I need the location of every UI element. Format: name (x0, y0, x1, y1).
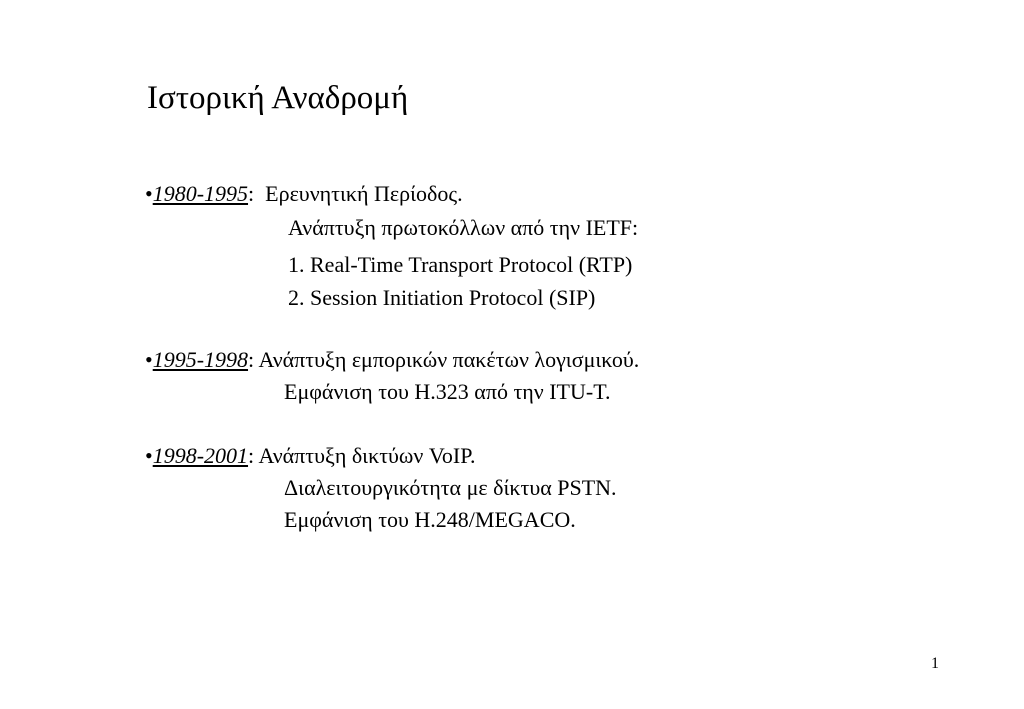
bullet: • (145, 347, 153, 372)
period-separator: : (248, 443, 259, 468)
entry-text: Ανάπτυξη εμπορικών πακέτων λογισμικού. (258, 347, 640, 372)
page-number: 1 (931, 655, 939, 672)
entry-continuation-line: Διαλειτουργικότητα με δίκτυα PSTN. (284, 475, 617, 500)
period-label: 1998-2001 (152, 443, 249, 468)
period-separator: : (248, 181, 266, 206)
timeline-entry-1980-1995 (145, 180, 463, 208)
period-separator: : (248, 347, 259, 372)
protocol-list-item: 2. Session Initiation Protocol (SIP) (288, 285, 596, 310)
bullet: • (145, 181, 153, 206)
timeline-entry-1995-1998 (145, 346, 639, 374)
entry-text: Ανάπτυξη δικτύων VoIP. (258, 443, 476, 468)
period-label: 1995-1998 (152, 347, 249, 372)
entry-continuation-line: Ανάπτυξη πρωτοκόλλων από την IETF: (288, 215, 639, 240)
period-label: 1980-1995 (152, 181, 249, 206)
entry-continuation-line: Εμφάνιση του H.248/MEGACO. (284, 507, 576, 532)
protocol-list-item: 1. Real-Time Transport Protocol (RTP) (288, 252, 633, 277)
slide-title: Ιστορική Αναδρομή (147, 80, 409, 116)
bullet: • (145, 443, 153, 468)
timeline-entry-1998-2001 (145, 442, 476, 470)
entry-text: Ερευνητική Περίοδος. (265, 181, 463, 206)
entry-continuation-line: Εμφάνιση του H.323 από την ITU-T. (284, 379, 611, 404)
